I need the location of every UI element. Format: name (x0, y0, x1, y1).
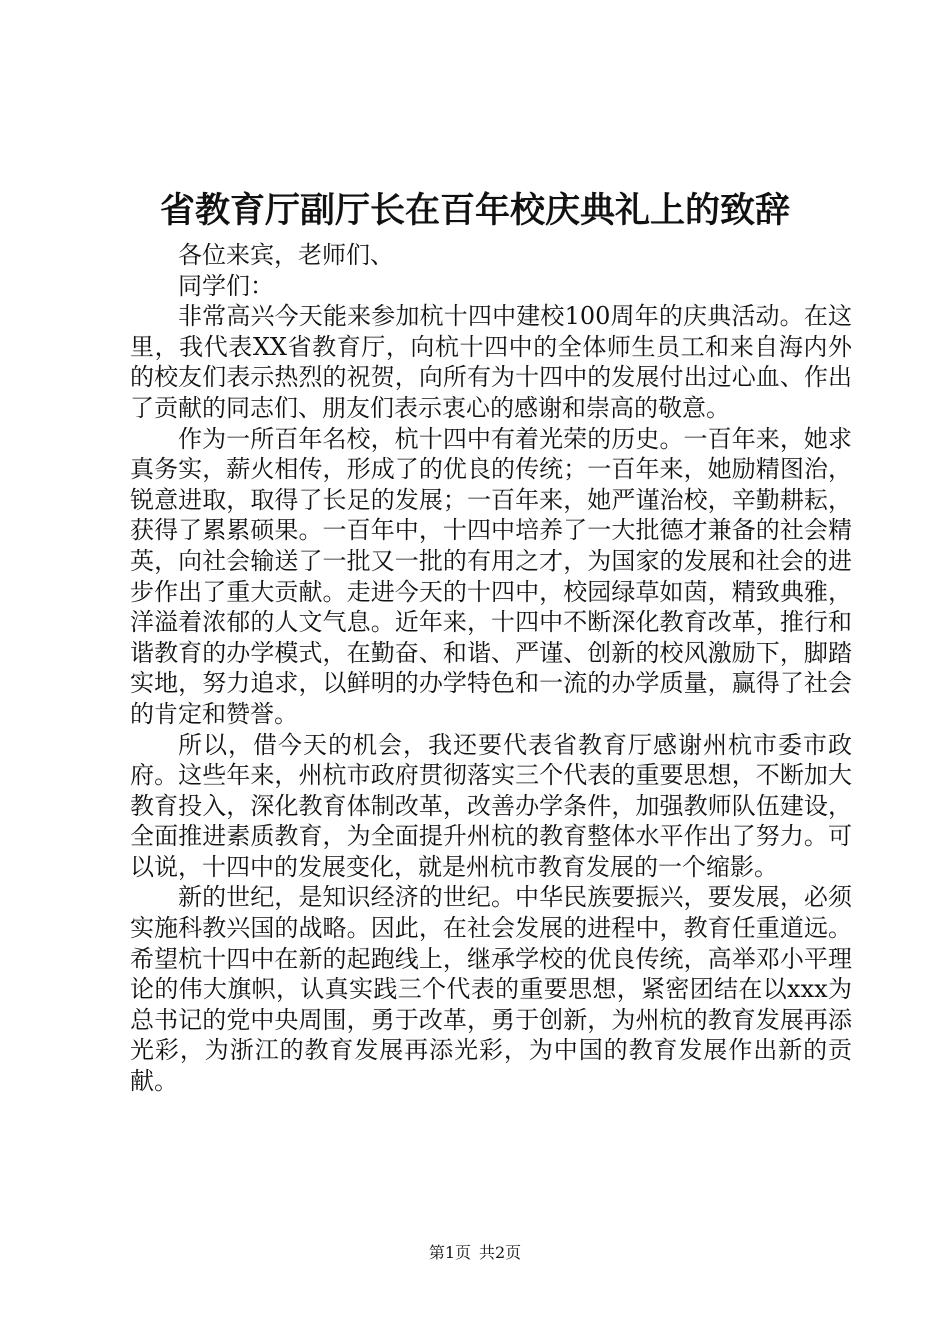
page-footer (0, 1243, 950, 1263)
salutation-line-1: 各位来宾，老师们、 (178, 241, 394, 269)
paragraph-2: 作为一所百年名校，杭十四中有着光荣的历史。一百年来，她求真务实，薪火相传，形成了的优良的传统；一百年来，她励精图治，锐意进取，取得了长足的发展；一百年来，她严谨治校，辛勤耕耘，获得了累累硕果。一百年中，十四中培养了一大批德才兼备的社会精英，向社会输送了一批又一批的有用之才，为国家的发展和社会的进步作出了重大贡献。走进今天的十四中，校园绿草如茵，精致典雅，洋溢着浓郁的人文气息。近年来，十四中不断深化教育改革，推行和谐教育的办学模式，在勤奋、和谐、严谨、创新的校风激励下，脚踏实地，努力追求，以鲜明的办学特色和一流的办学质量，赢得了社会的肯定和赞誉。 (130, 424, 852, 728)
document-body (130, 240, 852, 1097)
paragraph-1: 非常高兴今天能来参加杭十四中建校100周年的庆典活动。在这里，我代表XX省教育厅，向杭十四中的全体师生员工和来自海内外的校友们表示热烈的祝贺，向所有为十四中的发展付出过心血、作出了贡献的同志们、朋友们表示衷心的感谢和崇高的敬意。 (130, 302, 852, 422)
page-total: 共2页 (479, 1243, 522, 1262)
paragraph-4: 新的世纪，是知识经济的世纪。中华民族要振兴，要发展，必须实施科教兴国的战略。因此，在社会发展的进程中，教育任重道远。希望杭十四中在新的起跑线上，继承学校的优良传统，高举邓小平理论的伟大旗帜，认真实践三个代表的重要思想，紧密团结在以xxx为总书记的党中央周围，勇于改革，勇于创新，为州杭的教育发展再添光彩，为浙江的教育发展再添光彩，为中国的教育发展作出新的贡献。 (130, 883, 852, 1096)
paragraph-3: 所以，借今天的机会，我还要代表省教育厅感谢州杭市委市政府。这些年来，州杭市政府贯彻落实三个代表的重要思想，不断加大教育投入，深化教育体制改革，改善办学条件，加强教师队伍建设，全面推进素质教育，为全面提升州杭的教育整体水平作出了努力。可以说，十四中的发展变化，就是州杭市教育发展的一个缩影。 (130, 730, 852, 881)
salutation-line-2: 同学们： (178, 271, 274, 300)
page-number: 第1页 (428, 1243, 471, 1262)
page-title: 省教育厅副厅长在百年校庆典礼上的致辞 (159, 190, 790, 231)
